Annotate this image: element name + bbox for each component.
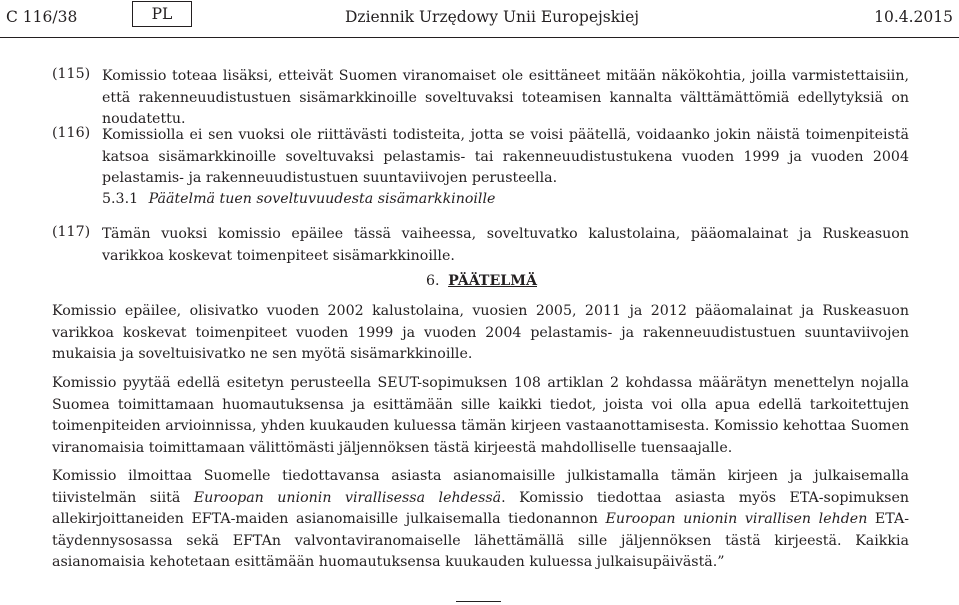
paragraph-116: Komissiolla ei sen vuoksi ole riittävästi todisteita, jotta se voisi päätellä, voidaanko jokin näistä toimenpiteistä katsoa sisämarkkinoille soveltuvaksi pelastamis- tai rakenneuudistustukena vuoden 1999 ja vuoden 2004 pelastamis- ja rakenneuudistustuen suuntaviivojen perusteella. <box>102 127 909 186</box>
subsection-number: 5.3.1 <box>102 191 139 207</box>
paragraph-number-115: (115) <box>52 66 91 82</box>
section-heading <box>426 273 537 289</box>
page-reference: C 116/38 <box>6 8 78 26</box>
journal-reference-italic: Euroopan unionin virallisessa lehdessä <box>193 489 502 506</box>
paragraph-number-117: (117) <box>52 224 91 240</box>
footer-divider <box>456 601 501 602</box>
paragraph-3-text-3: ETA-täydennysosassa sekä EFTAn valvontaviranomaiselle lähettämällä sille jäljennöksen tästä kirjeestä. Kaikkia asianomaisia kehotetaan esittämään huomautuksensa kuukauden kuluessa julkaisupäivästä.” <box>52 511 910 570</box>
conclusion-paragraph-3 <box>52 466 909 574</box>
paragraph-3-text-1: Komissio ilmoittaa Suomelle tiedottavansa asiasta asianomaisille julkistamalla tämän kirjeen ja julkaisemalla tiivistelmän siitä <box>52 468 909 506</box>
section-number: 6. <box>426 273 440 289</box>
publication-date: 10.4.2015 <box>874 8 953 26</box>
subsection-title: Päätelmä tuen soveltuvuudesta sisämarkkinoille <box>148 191 496 207</box>
conclusion-paragraph-1: Komissio epäilee, olisivatko vuoden 2002 kalustolaina, vuosien 2005, 2011 ja 2012 pääomalainat ja Ruskeasuon varikkoa koskevat toimenpiteet vuoden 1999 ja vuoden 2004 pelastamis- ja rakenneuudistustuen suuntaviivojen mukaisia ja soveltuisivatko ne sen myötä sisämarkkinoille. <box>52 303 909 362</box>
paragraph-3-text-2: . Komissio tiedottaa asiasta myös ETA-sopimuksen allekirjoittaneiden EFTA-maiden asianomaisille julkaisemalla tiedonannon <box>52 489 909 527</box>
language-badge: PL <box>132 1 192 27</box>
header-divider <box>0 37 959 38</box>
section-title: PÄÄTELMÄ <box>448 273 537 289</box>
subsection-heading <box>102 191 495 207</box>
journal-supplement-italic: Euroopan unionin virallisen lehden <box>605 511 868 527</box>
paragraph-117: Tämän vuoksi komissio epäilee tässä vaiheessa, soveltuvatko kalustolaina, pääomalainat ja Ruskeasuon varikkoa koskevat toimenpiteet sisämarkkinoille. <box>102 226 909 264</box>
paragraph-115: Komissio toteaa lisäksi, etteivät Suomen viranomaiset ole esittäneet mitään näkökohtia, joilla varmistettaisiin, että rakenneuudistustuen sisämarkkinoille soveltuvaksi toteamisen kannalta välttämättömiä edellytyksiä on noudatettu. <box>102 68 909 127</box>
page-header <box>0 0 959 40</box>
paragraph-number-116: (116) <box>52 125 91 141</box>
journal-title: Dziennik Urzędowy Unii Europejskiej <box>345 8 640 26</box>
conclusion-paragraph-2: Komissio pyytää edellä esitetyn perusteella SEUT-sopimuksen 108 artiklan 2 kohdassa määrätyn menettelyn nojalla Suomea toimittamaan huomautuksensa ja esittämään sille kaikki tiedot, joista voi olla apua edellä tarkoitettujen toimenpiteiden arvioinnissa, yhden kuukauden kuluessa tämän kirjeen vastaanottamisesta. Komissio kehottaa Suomen viranomaisia toimittamaan välittömästi jäljennöksen tästä kirjeestä mahdolliselle tuensaajalle. <box>52 375 909 456</box>
